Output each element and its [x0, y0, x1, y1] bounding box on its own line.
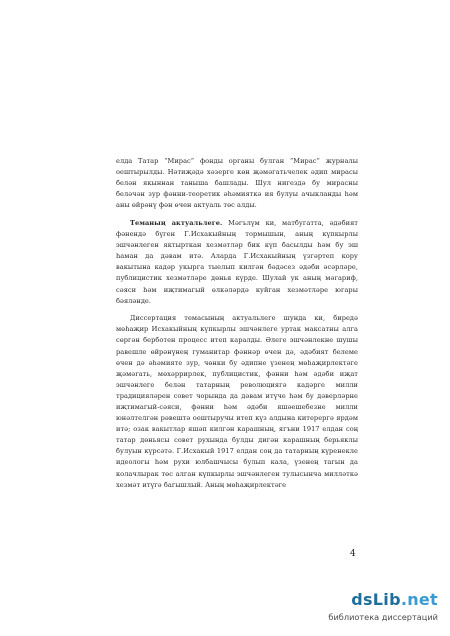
watermark-subtitle: библиотека диссертаций	[328, 612, 438, 622]
paragraph-relevance-text: Мәгълүм ки, матбугатта, әдәбият фәнендә бүген Г.Исхакыйның тормышын, аның күпкырлы эшчәнлеген яктырткан хезмәтләр бик күп басылды һәм бу эш һаман да дәвам итә. Аларда Г.Исхакыйның үзгәртеп кору вакытына кадәр укырга тыелып килгән бәдәсез әдәби әсәрләре, публицистик хезмәтләре дөнья күрде. Шулай ук аның мәгариф, сәяси һәм иҗтимагый өлкәләрдә куйган хезмәтләре югары бәяләнде.	[116, 218, 358, 305]
watermark-title-main: dsLib	[351, 590, 401, 609]
watermark-logo	[318, 590, 438, 624]
page-number: 4	[350, 549, 356, 559]
paragraph-dissertation: Диссертация темасының актуальлеге шунда ки, биредә мөһаҗир Исхакыйның күпкырлы эшчәнлеге уртак максатны алга сөргән берботен процесс итеп каралды. Әлеге эшчәнлекне шушы равешле өйрәнүнең гуманитар фәннәр өчен дә, әдәбият белеме өчен дә әһәмияте зур, чөнки бу әдипне үзенең мөһаҗирлектәге җәмәгать, мөхәррирлек, публицистик, фәнни һәм әдәби иҗат эшчәнлеге белән татарның революциягә кадәрге милли традицияләрен совет чорында да дәвам итүче һәм бу дәверләрне иҗтимагый-сәяси, фәнни һәм әдәби яшәешебезне милли юнәлтелгән рәвештә оештыручы итеп күз алдына китерергә ярдәм итә; озак вакытлар яшәп килгән карашның, ягъни 1917 елдан соң татар дөньясы совет рухында булды дигән карашның берьяклы булуын күрсәтә. Г.Исхакый 1917 елдан соң да татарның күренекле идеологы һәм рухи юлбашчысы булып кала, үзенең тагын да колачлырак төс алган күпкырлы эшчәнлеген тулысынча милләткә хезмәт итүгә багышлый. Аның мөһаҗирлектәге	[116, 314, 358, 489]
paragraph-relevance	[116, 218, 358, 307]
body-text	[116, 156, 358, 497]
watermark-title	[351, 590, 438, 609]
section-heading-relevance: Теманың актуальлеге.	[130, 218, 223, 227]
watermark-title-suffix: .net	[400, 590, 438, 609]
paragraph-intro: елда Татар “Мирас” фонды органы булган “Мирас” журналы оештырылды. Нәтиҗәдә хәзерге көн җәмәгатьчелек әдип мирасы белән якыннан таныша башлады. Шул нигездә бу мирасны беләчән зур фәнни-теоретик әһәмияткә ия булуы ачыкланды һәм аны өйрәнү фән өчен актуаль төс алды.	[116, 157, 358, 210]
